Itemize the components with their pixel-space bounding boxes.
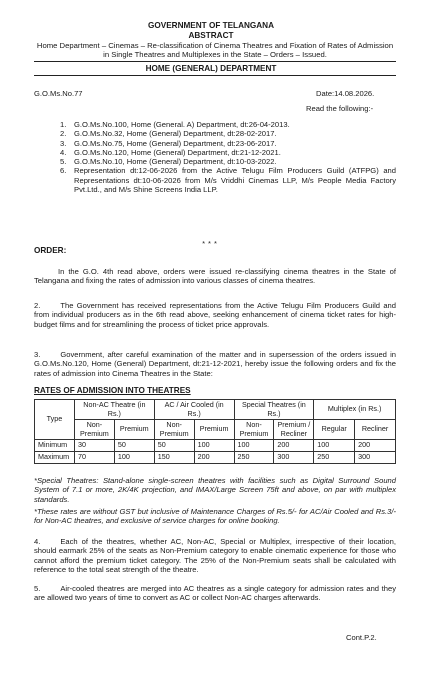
table-row-label: Maximum	[35, 451, 75, 463]
paragraph-4: 4. Each of the theatres, whether AC, Non-AC, Special or Multiplex, irrespective of their location, should earmark 25% of the seats as Non-Premium category to enable cinematic experience for those who cannot afford the premium ticket category. The 25% of the Non-Premium seats shall be calculated with reference to the total seat strength of the theatre.	[34, 537, 396, 574]
table-cell: 100	[114, 451, 154, 463]
table-cell: 100	[234, 440, 274, 452]
table-cell: 300	[274, 451, 314, 463]
table-subheader-cell: Premium / Recliner	[274, 420, 314, 440]
go-number: G.O.Ms.No.77	[34, 89, 83, 98]
continuation-marker: Cont.P.2.	[346, 633, 377, 642]
table-cell: 250	[314, 451, 355, 463]
reference-item: 4. G.O.Ms.No.120, Home (General) Department, dt:21-12-2021.	[60, 147, 281, 157]
order-heading: ORDER:	[34, 246, 67, 255]
table-cell: 50	[114, 440, 154, 452]
table-subheader-cell: Premium	[114, 420, 154, 440]
department-title: HOME (GENERAL) DEPARTMENT	[145, 64, 277, 73]
table-header-row	[35, 400, 396, 420]
reference-item: 6. Representation dt:12-06-2026 from the Active Telugu Film Producers Guild (ATFPG) and Representations dt:10-06-2026 from M/s Vriddhi Cinemas LLP, M/s People Media Factory Pvt.Ltd., and M/s Shine Screens India LLP.	[60, 166, 396, 195]
read-following-label: Read the following:-	[306, 104, 374, 113]
table-subheader-cell: Recliner	[355, 420, 396, 440]
paragraph-5: 5. Air-cooled theatres are merged into AC theatres as a single category for admission rates and they are allowed two years of time to convert as AC or collect Non-AC charges afterwards.	[34, 584, 396, 603]
table-header-cell: AC / Air Cooled (in Rs.)	[154, 400, 234, 420]
reference-item: 3. G.O.Ms.No.75, Home (General) Department, dt:23-06-2017.	[60, 138, 277, 148]
divider-top	[34, 61, 396, 62]
reference-item: 1. G.O.Ms.No.100, Home (General. A) Department, dt:26-04-2013.	[60, 120, 290, 129]
table-cell: 70	[74, 451, 114, 463]
separator-stars: ***	[202, 239, 220, 248]
government-title: GOVERNMENT OF TELANGANA	[148, 21, 274, 30]
table-cell: 30	[74, 440, 114, 452]
reference-item: 2. G.O.Ms.No.32, Home (General) Department, dt:28-02-2017.	[60, 129, 277, 139]
table-subheader-cell: Non-Premium	[234, 420, 274, 440]
table-header-cell: Non-AC Theatre (in Rs.)	[74, 400, 154, 420]
table-cell: 200	[194, 451, 234, 463]
paragraph-1: In the G.O. 4th read above, orders were issued re-classifying cinema theatres in the State of Telangana and fixing the rates of admission into various classes of cinema theatres.	[34, 267, 396, 286]
subject-text: Home Department – Cinemas – Re-classification of Cinema Theatres and Fixation of Rates of Admission in Single Theatres and Multiplexes in the State – Orders – Issued.	[36, 41, 394, 60]
table-cell: 250	[234, 451, 274, 463]
references-list	[60, 120, 396, 194]
table-cell: 200	[274, 440, 314, 452]
rates-heading: RATES OF ADMISSION INTO THEATRES	[34, 386, 191, 395]
abstract-title: ABSTRACT	[188, 31, 234, 40]
table-header-cell: Type	[35, 400, 75, 440]
paragraph-2: 2. The Government has received representations from the Active Telugu Film Producers Guild and from individual producers as in the 6th read above, seeking enhancement of cinema ticket rates for high-budget films and for streamlining the process of ticket price approvals.	[34, 301, 396, 329]
go-date: Date:14.08.2026.	[316, 89, 375, 98]
table-cell: 300	[355, 451, 396, 463]
table-cell: 200	[355, 440, 396, 452]
table-cell: 50	[154, 440, 194, 452]
reference-item: 5. G.O.Ms.No.10, Home (General) Department, dt:10-03-2022.	[60, 157, 277, 167]
divider-bottom	[34, 75, 396, 76]
table-cell: 100	[194, 440, 234, 452]
table-cell: 100	[314, 440, 355, 452]
table-header-cell: Special Theatres (in Rs.)	[234, 400, 314, 420]
table-header-cell: Multiplex (in Rs.)	[314, 400, 396, 420]
table-subheader-row	[35, 420, 396, 440]
table-row	[35, 451, 396, 463]
table-cell: 150	[154, 451, 194, 463]
paragraph-3: 3. Government, after careful examination of the matter and in supersession of the orders issued in G.O.Ms.No.120, Home (General) Department, dt:21-12-2021, hereby issue the following orders and fix the rates of admission into Cinema Theatres in the State:	[34, 350, 396, 378]
rates-table	[34, 399, 396, 464]
table-subheader-cell: Regular	[314, 420, 355, 440]
table-row	[35, 440, 396, 452]
table-subheader-cell: Premium	[194, 420, 234, 440]
table-row-label: Minimum	[35, 440, 75, 452]
table-subheader-cell: Non-Premium	[154, 420, 194, 440]
gst-note: *These rates are without GST but inclusive of Maintenance Charges of Rs.5/- for AC/Air Cooled and Rs.3/- for Non-AC theatres, and exclusive of service charges for online booking.	[34, 507, 396, 526]
special-theatres-note: *Special Theatres: Stand-alone single-screen theatres with facilities such as Digital Surround Sound System of 7.1 or more, 2K/4K projection, and IMAX/Large Screen 75ft and above, on par with multiplex standards.	[34, 476, 396, 504]
table-subheader-cell: Non-Premium	[74, 420, 114, 440]
